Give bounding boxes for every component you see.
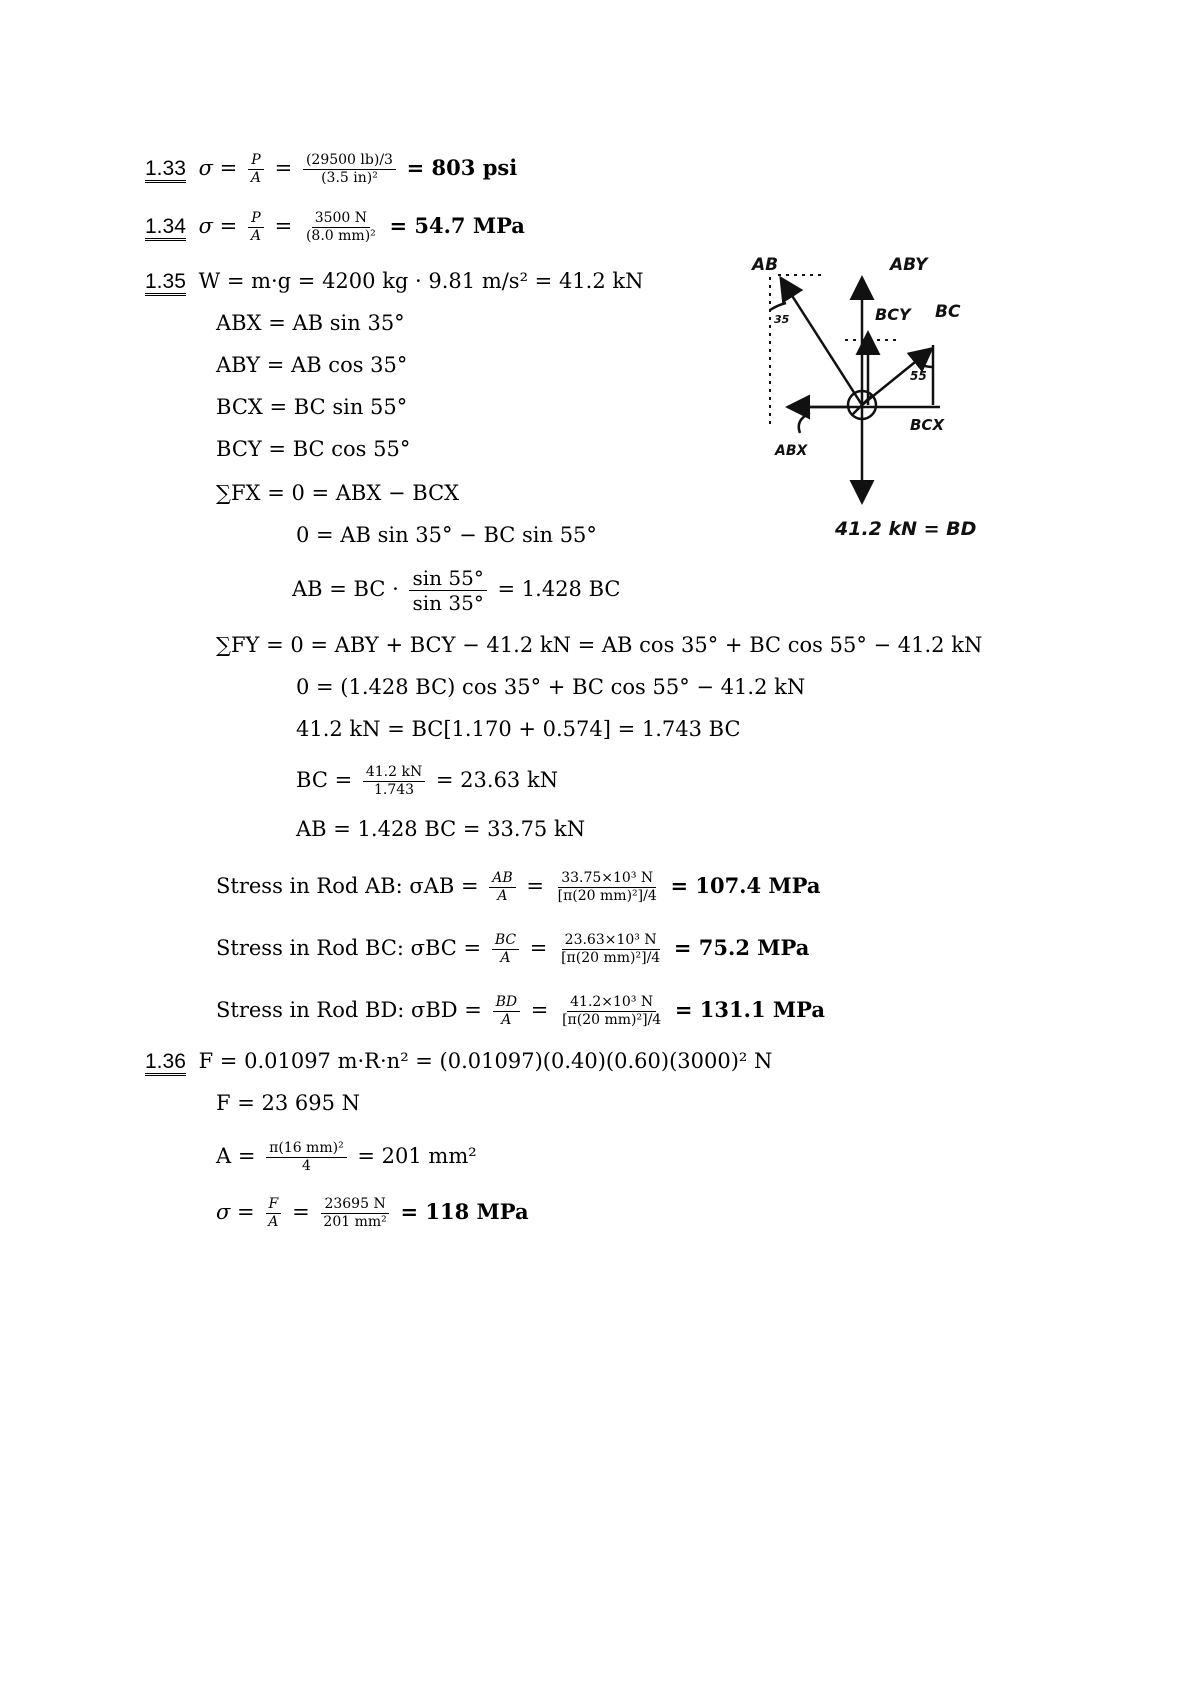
zero-equation-2: 0 = (1.428 BC) cos 35° + BC cos 55° − 41.2 kN xyxy=(296,675,806,699)
free-body-diagram xyxy=(750,255,1010,560)
result: = 118 MPa xyxy=(400,1199,529,1224)
aby-equation: ABY = AB cos 35° xyxy=(216,353,408,377)
problem-1-34: 1.34 σ = $\frac{P}{A}$ = $\frac{3500 N}{\text{(8.0 mm)²}}$ = 54.7 MPa xyxy=(145,210,525,244)
zero-equation-1: 0 = AB sin 35° − BC sin 55° xyxy=(296,523,597,547)
sum-fy-equation: ∑FY = 0 = ABY + BCY − 41.2 kN = AB cos 35° + BC cos 55° − 41.2 kN xyxy=(216,633,983,657)
sum-fx-equation: ∑FX = 0 = ABX − BCX xyxy=(216,481,460,505)
area-equation: A = $\frac{\text{π(16 mm)²}}{4}$ = 201 mm² xyxy=(216,1140,477,1174)
stress-rod-bc: Stress in Rod BC: σBC = $\frac{BC}{A}$ = $\frac{\text{23.63×10³ N}}{\text{[π(20 mm)²]/4}}$ = 75.2 MPa xyxy=(216,932,810,966)
value-fraction: $\frac{(29500 lb)/3}{\text{(3.5 in)²}}$ xyxy=(303,152,396,187)
diagram-label-aby: ABY xyxy=(890,255,928,275)
diagram-label-55: 55 xyxy=(910,369,927,383)
result: = 107.4 MPa xyxy=(670,873,821,898)
stress-rod-bd: Stress in Rod BD: σBD = $\frac{BD}{A}$ = $\frac{\text{41.2×10³ N}}{\text{[π(20 mm)²]/4}}$ = 131.1 MPa xyxy=(216,994,825,1028)
diagram-label-bc: BC xyxy=(935,302,961,322)
force-value: F = 23 695 N xyxy=(216,1091,361,1115)
diagram-label-load: 41.2 kN = BD xyxy=(835,518,977,540)
problem-1-36-force xyxy=(145,1048,772,1075)
result: = 75.2 MPa xyxy=(673,935,810,960)
ab-ratio-equation: AB = BC · $\frac{\sin 55^\circ}{\sin 35^\circ}$ = 1.428 BC xyxy=(292,566,621,615)
problem-number: 1.33 xyxy=(145,157,186,183)
stress-lhs: σ = xyxy=(198,156,238,180)
force-equation: F = 0.01097 m·R·n² = (0.01097)(0.40)(0.60)(3000)² N xyxy=(198,1049,773,1073)
problem-1-33: 1.33 σ = $\frac{P}{A}$ = $\frac{(29500 lb)/3}{\text{(3.5 in)²}}$ = 803 psi xyxy=(145,152,518,186)
p-over-a-fraction: $\frac{P}{A}$ xyxy=(248,210,264,245)
area-fraction: $\frac{\text{π(16 mm)²}}{4}$ xyxy=(266,1140,347,1175)
weight-equation: W = m·g = 4200 kg · 9.81 m/s² = 41.2 kN xyxy=(198,269,644,293)
diagram-label-abx: ABX xyxy=(775,443,808,459)
stress-rod-ab: Stress in Rod AB: σAB = $\frac{AB}{A}$ = $\frac{\text{33.75×10³ N}}{\text{[π(20 mm)²]/4}}$ = 107.4 MPa xyxy=(216,870,821,904)
problem-number: 1.35 xyxy=(145,270,186,296)
value-fraction: $\frac{3500 N}{\text{(8.0 mm)²}}$ xyxy=(305,210,376,244)
diagram-label-35: 35 xyxy=(774,313,790,326)
diagram-label-ab: AB xyxy=(752,255,779,275)
diagram-label-bcx: BCX xyxy=(910,416,945,434)
bcx-equation: BCX = BC sin 55° xyxy=(216,395,408,419)
result: = 54.7 MPa xyxy=(389,213,525,238)
problem-1-35-weight xyxy=(145,268,643,295)
stress-lhs: σ = xyxy=(198,214,238,238)
result: = 803 psi xyxy=(406,155,518,180)
abx-equation: ABX = AB sin 35° xyxy=(216,311,405,335)
bcy-equation: BCY = BC cos 55° xyxy=(216,437,411,461)
bc-fraction: $\frac{41.2 kN}{1.743}$ xyxy=(363,764,425,799)
ab-final-equation: AB = 1.428 BC = 33.75 kN xyxy=(296,817,586,841)
stress-equation: σ = $\frac{F}{A}$ = $\frac{23695 N}{\text{201 mm²}}$ = 118 MPa xyxy=(216,1196,529,1230)
diagram-label-bcy: BCY xyxy=(875,305,911,324)
kn-equation: 41.2 kN = BC[1.170 + 0.574] = 1.743 BC xyxy=(296,717,741,741)
sin-ratio-fraction: $\frac{\sin 55^\circ}{\sin 35^\circ}$ xyxy=(409,566,486,615)
result: = 131.1 MPa xyxy=(674,997,825,1022)
problem-number: 1.34 xyxy=(145,215,186,241)
bc-equation: BC = $\frac{41.2 kN}{1.743}$ = 23.63 kN xyxy=(296,764,559,798)
p-over-a-fraction: $\frac{P}{A}$ xyxy=(248,152,264,187)
problem-number: 1.36 xyxy=(145,1050,186,1076)
